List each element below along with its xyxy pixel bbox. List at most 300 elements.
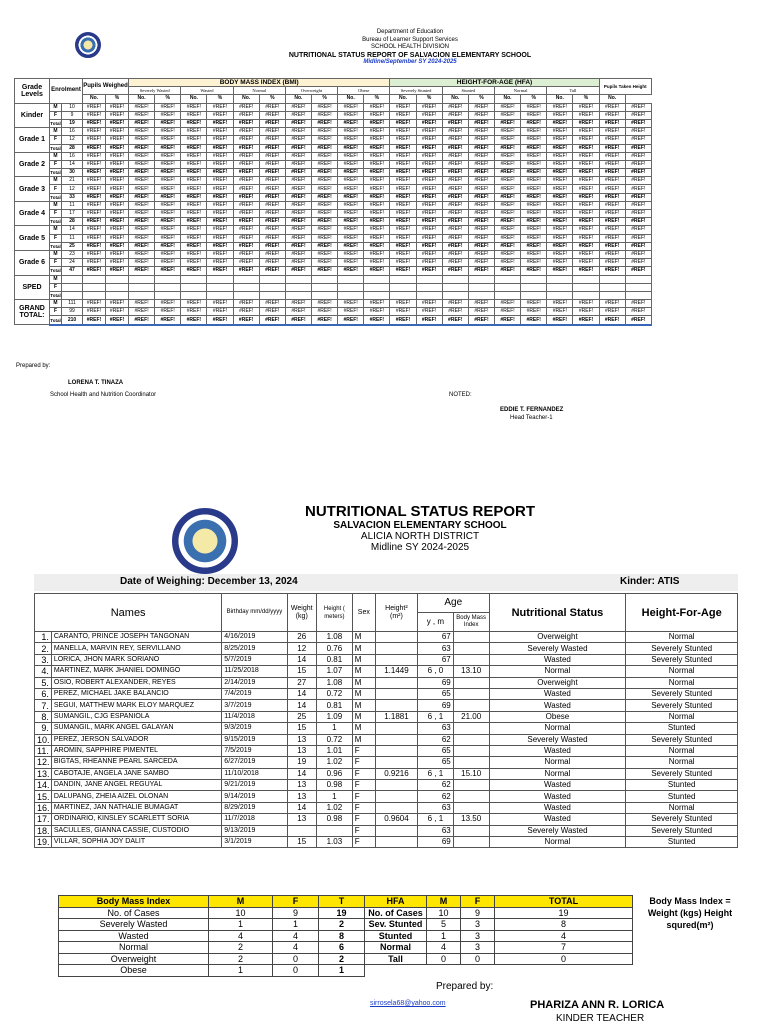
ref-error-cell: #REF! — [494, 242, 520, 250]
ref-error-cell: #REF! — [259, 218, 285, 226]
cell-age: 62 — [417, 780, 453, 791]
ref-error-cell: #REF! — [259, 259, 285, 267]
cell-bday: 9/14/2019 — [222, 791, 287, 802]
ref-error-cell: #REF! — [390, 177, 416, 185]
ref-error-cell — [106, 283, 129, 291]
ref-error-cell: #REF! — [390, 128, 416, 136]
ref-error-cell: #REF! — [285, 136, 311, 144]
bmi-summary-cell: Wasted — [59, 930, 209, 942]
ref-error-cell: #REF! — [233, 242, 259, 250]
ref-error-cell: #REF! — [625, 193, 651, 201]
cell-ht — [316, 825, 352, 836]
cell-bday: 11/4/2018 — [222, 711, 287, 722]
bmi-summary-cell: 6 — [319, 942, 365, 954]
table-row — [35, 768, 738, 779]
ref-error-cell — [599, 275, 625, 283]
bmi-summary-cell: Normal — [59, 942, 209, 954]
ref-error-cell: #REF! — [442, 218, 468, 226]
ref-error-cell: #REF! — [312, 242, 338, 250]
enrolment-value: 16 — [62, 128, 83, 136]
report2-school: SALVACION ELEMENTARY SCHOOL — [333, 520, 507, 531]
hfa-summary-cell: TOTAL — [495, 896, 633, 908]
cell-h2 — [375, 654, 417, 665]
ref-error-cell: #REF! — [416, 128, 442, 136]
ref-error-cell: #REF! — [285, 250, 311, 258]
cell-hfa: Stunted — [626, 791, 738, 802]
ref-error-cell: #REF! — [285, 119, 311, 127]
ref-error-cell: #REF! — [259, 308, 285, 316]
cell-h2: 1.1881 — [375, 711, 417, 722]
hfa-summary-cell: 1 — [427, 930, 461, 942]
bmi-summary-cell: 1 — [209, 919, 273, 931]
cell-status: Overweight — [489, 677, 626, 688]
ref-error-cell: #REF! — [494, 119, 520, 127]
cell-bday: 3/1/2019 — [222, 837, 287, 848]
ref-error-cell: #REF! — [338, 193, 364, 201]
hfa-summary-cell: F — [461, 896, 495, 908]
ref-error-cell: #REF! — [83, 308, 106, 316]
ref-error-cell: #REF! — [521, 193, 547, 201]
ref-error-cell — [106, 275, 129, 283]
ref-error-cell: #REF! — [181, 226, 207, 234]
ref-error-cell — [83, 275, 106, 283]
cell-h2 — [375, 780, 417, 791]
ref-error-cell: #REF! — [129, 103, 155, 111]
ref-error-cell: #REF! — [625, 250, 651, 258]
ref-error-cell: #REF! — [625, 210, 651, 218]
ref-error-cell: #REF! — [129, 169, 155, 177]
cell-age: 6 , 1 — [417, 768, 453, 779]
ref-error-cell: #REF! — [625, 111, 651, 119]
ref-error-cell: #REF! — [207, 308, 233, 316]
dept-line: Department of Education — [376, 29, 444, 35]
cell-ht: 0.72 — [316, 734, 352, 745]
cell-status: Wasted — [489, 700, 626, 711]
cell-sex: M — [352, 632, 375, 643]
cell-age: 63 — [417, 643, 453, 654]
ref-error-cell — [181, 283, 207, 291]
table-row — [35, 734, 738, 745]
ref-error-cell: #REF! — [416, 111, 442, 119]
cell-n: 17. — [35, 814, 52, 825]
ref-error-cell: #REF! — [390, 185, 416, 193]
cell-hfa: Stunted — [626, 837, 738, 848]
hfa-summary-cell: M — [427, 896, 461, 908]
ref-error-cell: #REF! — [364, 300, 390, 308]
ref-error-cell: #REF! — [468, 316, 494, 325]
cell-bmi: 21.00 — [453, 711, 489, 722]
ref-error-cell — [573, 291, 599, 299]
ref-error-cell: #REF! — [155, 152, 181, 160]
ref-error-cell: #REF! — [106, 185, 129, 193]
table-row — [35, 814, 738, 825]
ref-error-cell: #REF! — [521, 111, 547, 119]
cell-wt: 13 — [287, 745, 316, 756]
ref-error-cell: #REF! — [625, 259, 651, 267]
summary-row — [59, 896, 633, 908]
ref-error-cell: #REF! — [390, 169, 416, 177]
ref-error-cell — [285, 283, 311, 291]
ref-error-cell: #REF! — [494, 201, 520, 209]
cell-sex: F — [352, 837, 375, 848]
bmi-summary-cell: 4 — [209, 930, 273, 942]
ref-error-cell: #REF! — [83, 316, 106, 325]
cell-age: 69 — [417, 700, 453, 711]
ref-error-cell — [155, 291, 181, 299]
ref-error-cell: #REF! — [442, 201, 468, 209]
grade-label: Grade 4 — [15, 201, 50, 226]
ref-error-cell: #REF! — [106, 201, 129, 209]
sex-label: F — [50, 283, 62, 291]
hfa-sub-header: Tall — [547, 87, 599, 95]
ref-error-cell — [547, 275, 573, 283]
ref-error-cell: #REF! — [233, 234, 259, 242]
ref-error-cell: #REF! — [106, 308, 129, 316]
ref-error-cell — [338, 291, 364, 299]
cell-n: 6. — [35, 688, 52, 699]
ref-error-cell: #REF! — [285, 308, 311, 316]
cell-age: 65 — [417, 745, 453, 756]
no-header: No. — [83, 95, 106, 103]
ref-error-cell: #REF! — [416, 316, 442, 325]
enrolment-value: 9 — [62, 111, 83, 119]
ref-error-cell: #REF! — [312, 193, 338, 201]
cell-ht: 1 — [316, 791, 352, 802]
grade-row — [15, 300, 652, 308]
ref-error-cell: #REF! — [573, 185, 599, 193]
ref-error-cell: #REF! — [625, 103, 651, 111]
noted-label: NOTED: — [449, 392, 472, 398]
ref-error-cell: #REF! — [181, 103, 207, 111]
ref-error-cell: #REF! — [338, 226, 364, 234]
ref-error-cell: #REF! — [364, 242, 390, 250]
enrolment-value: 210 — [62, 316, 83, 325]
ref-error-cell: #REF! — [129, 144, 155, 152]
ref-error-cell: #REF! — [312, 300, 338, 308]
ref-error-cell: #REF! — [181, 119, 207, 127]
ref-error-cell: #REF! — [259, 152, 285, 160]
hfa-summary-cell: 9 — [461, 907, 495, 919]
ref-error-cell: #REF! — [442, 144, 468, 152]
ref-error-cell: #REF! — [338, 128, 364, 136]
report2-header — [220, 503, 620, 553]
sex-label: Total — [50, 145, 61, 151]
cell-bmi: 15.10 — [453, 768, 489, 779]
ref-error-cell: #REF! — [233, 250, 259, 258]
ref-error-cell: #REF! — [233, 169, 259, 177]
cell-hfa: Normal — [626, 677, 738, 688]
cell-age: 62 — [417, 791, 453, 802]
enrolment-value: 47 — [62, 267, 83, 275]
ref-error-cell: #REF! — [155, 160, 181, 168]
bmi-summary-cell: 8 — [319, 930, 365, 942]
ref-error-cell: #REF! — [521, 267, 547, 275]
ref-error-cell: #REF! — [312, 169, 338, 177]
ref-error-cell: #REF! — [364, 169, 390, 177]
hfa-summary-cell: 10 — [427, 907, 461, 919]
cell-ht: 1.08 — [316, 632, 352, 643]
col-bmi: Body Mass Index — [453, 613, 489, 632]
ref-error-cell: #REF! — [625, 242, 651, 250]
ref-error-cell: #REF! — [442, 119, 468, 127]
bmi-summary-cell: 2 — [209, 953, 273, 965]
ref-error-cell: #REF! — [181, 169, 207, 177]
ref-error-cell — [390, 283, 416, 291]
no-header: No. — [181, 95, 207, 103]
ref-error-cell: #REF! — [129, 185, 155, 193]
table-row — [35, 654, 738, 665]
no-header: No. — [390, 95, 416, 103]
email-link[interactable]: sirrosela68@yahoo.com — [370, 1000, 446, 1007]
cell-h2: 1.1449 — [375, 666, 417, 677]
ref-error-cell: #REF! — [442, 234, 468, 242]
summary-row — [59, 919, 633, 931]
ref-error-cell: #REF! — [181, 267, 207, 275]
cell-h2 — [375, 734, 417, 745]
hfa-summary-cell: 0 — [427, 953, 461, 965]
ref-error-cell: #REF! — [521, 259, 547, 267]
ref-error-cell: #REF! — [207, 300, 233, 308]
hfa-summary-cell: 19 — [495, 907, 633, 919]
cell-status: Normal — [489, 837, 626, 848]
bmi-hfa-summary-table — [14, 78, 652, 326]
bmi-summary-cell: 1 — [319, 965, 365, 977]
ref-error-cell: #REF! — [494, 218, 520, 226]
ref-error-cell: #REF! — [233, 259, 259, 267]
col-nutritional-status: Nutritional Status — [489, 594, 626, 632]
ref-error-cell: #REF! — [312, 210, 338, 218]
table-row — [35, 677, 738, 688]
ref-error-cell: #REF! — [625, 218, 651, 226]
ref-error-cell: #REF! — [259, 128, 285, 136]
table-row — [35, 632, 738, 643]
deped-seal-logo — [75, 32, 101, 58]
ref-error-cell: #REF! — [155, 128, 181, 136]
ref-error-cell: #REF! — [494, 259, 520, 267]
cell-ht: 1.03 — [316, 837, 352, 848]
cell-age: 6 , 1 — [417, 711, 453, 722]
bmi-summary-cell: 2 — [209, 942, 273, 954]
ref-error-cell: #REF! — [599, 242, 625, 250]
bmi-summary-cell: 2 — [319, 919, 365, 931]
ref-error-cell: #REF! — [129, 210, 155, 218]
no-header: No. — [233, 95, 259, 103]
ref-error-cell — [625, 283, 651, 291]
cell-bday: 9/21/2019 — [222, 780, 287, 791]
cell-h2 — [375, 745, 417, 756]
cell-sex: F — [352, 780, 375, 791]
cell-h2 — [375, 632, 417, 643]
ref-error-cell: #REF! — [233, 193, 259, 201]
ref-error-cell: #REF! — [155, 250, 181, 258]
ref-error-cell: #REF! — [521, 119, 547, 127]
ref-error-cell: #REF! — [129, 160, 155, 168]
cell-hfa: Severely Stunted — [626, 700, 738, 711]
hfa-summary-cell: 3 — [461, 930, 495, 942]
cell-wt: 27 — [287, 677, 316, 688]
ref-error-cell: #REF! — [207, 201, 233, 209]
ref-error-cell: #REF! — [129, 201, 155, 209]
grade-label: Grade 3 — [15, 177, 50, 202]
cell-sex: F — [352, 814, 375, 825]
ref-error-cell: #REF! — [468, 300, 494, 308]
ref-error-cell: #REF! — [468, 160, 494, 168]
ref-error-cell: #REF! — [106, 210, 129, 218]
ref-error-cell: #REF! — [521, 234, 547, 242]
ref-error-cell: #REF! — [442, 103, 468, 111]
ref-error-cell: #REF! — [233, 300, 259, 308]
ref-error-cell: #REF! — [364, 316, 390, 325]
ref-error-cell: #REF! — [390, 144, 416, 152]
ref-error-cell: #REF! — [416, 267, 442, 275]
cell-bmi — [453, 780, 489, 791]
cell-name: BIGTAS, RHEANNE PEARL SARCEDA — [51, 757, 221, 768]
ref-error-cell: #REF! — [312, 177, 338, 185]
cell-status: Wasted — [489, 688, 626, 699]
cell-bmi — [453, 688, 489, 699]
ref-error-cell: #REF! — [312, 259, 338, 267]
ref-error-cell: #REF! — [83, 152, 106, 160]
col-bmi: BODY MASS INDEX (BMI) — [129, 79, 390, 87]
ref-error-cell: #REF! — [521, 210, 547, 218]
cell-hfa: Normal — [626, 632, 738, 643]
ref-error-cell: #REF! — [599, 300, 625, 308]
ref-error-cell: #REF! — [416, 152, 442, 160]
ref-error-cell: #REF! — [155, 119, 181, 127]
ref-error-cell: #REF! — [181, 250, 207, 258]
cell-ht: 1.07 — [316, 666, 352, 677]
ref-error-cell: #REF! — [129, 259, 155, 267]
cell-hfa: Severely Stunted — [626, 814, 738, 825]
enrolment-value: 99 — [62, 308, 83, 316]
ref-error-cell: #REF! — [573, 267, 599, 275]
ref-error-cell: #REF! — [259, 201, 285, 209]
report1-title: NUTRITIONAL STATUS REPORT OF SALVACION ELEMENTARY SCHOOL — [288, 51, 532, 59]
ref-error-cell: #REF! — [207, 234, 233, 242]
ref-error-cell: #REF! — [312, 160, 338, 168]
ref-error-cell: #REF! — [106, 267, 129, 275]
bmi-summary-cell: 2 — [319, 953, 365, 965]
hfa-summary-cell: 4 — [427, 942, 461, 954]
ref-error-cell: #REF! — [106, 111, 129, 119]
ref-error-cell: #REF! — [547, 160, 573, 168]
cell-sex: F — [352, 825, 375, 836]
cell-name: MARTINEZ, MARK JHANIEL DOMINGO — [51, 666, 221, 677]
ref-error-cell: #REF! — [233, 316, 259, 325]
ref-error-cell: #REF! — [155, 226, 181, 234]
sex-label: F — [50, 308, 62, 316]
enrolment-value: 24 — [62, 259, 83, 267]
ref-error-cell — [364, 275, 390, 283]
ref-error-cell: #REF! — [285, 193, 311, 201]
ref-error-cell: #REF! — [233, 103, 259, 111]
ref-error-cell: #REF! — [155, 103, 181, 111]
ref-error-cell: #REF! — [416, 201, 442, 209]
enrolment-value: 11 — [62, 234, 83, 242]
ref-error-cell: #REF! — [259, 103, 285, 111]
cell-name: SACULLES, GIANNA CASSIE, CUSTODIO — [51, 825, 221, 836]
cell-name: DALUPANG, ZHEIA AIZEL OLONAN — [51, 791, 221, 802]
grade-row — [15, 210, 652, 218]
cell-bday: 9/3/2019 — [222, 723, 287, 734]
prepared-by-label: Prepared by: — [16, 363, 51, 369]
cell-sex: M — [352, 654, 375, 665]
cell-status: Wasted — [489, 745, 626, 756]
cell-bday: 11/25/2018 — [222, 666, 287, 677]
enrolment-value: 17 — [62, 210, 83, 218]
ref-error-cell: #REF! — [338, 210, 364, 218]
ref-error-cell: #REF! — [442, 210, 468, 218]
cell-ht: 0.96 — [316, 768, 352, 779]
ref-error-cell: #REF! — [207, 242, 233, 250]
ref-error-cell: #REF! — [338, 152, 364, 160]
grade-row — [15, 152, 652, 160]
cell-status: Normal — [489, 666, 626, 677]
ref-error-cell: #REF! — [390, 218, 416, 226]
ref-error-cell: #REF! — [259, 316, 285, 325]
grade-row — [15, 267, 652, 275]
ref-error-cell: #REF! — [155, 177, 181, 185]
ref-error-cell: #REF! — [390, 193, 416, 201]
cell-wt: 12 — [287, 643, 316, 654]
col-weight: Weight (kg) — [287, 594, 316, 632]
cell-age: 69 — [417, 677, 453, 688]
enrolment-value: 14 — [62, 160, 83, 168]
ref-error-cell: #REF! — [468, 259, 494, 267]
no-header: No. — [338, 95, 364, 103]
ref-error-cell: #REF! — [547, 308, 573, 316]
ref-error-cell: #REF! — [338, 218, 364, 226]
ref-error-cell: #REF! — [599, 152, 625, 160]
ref-error-cell: #REF! — [233, 152, 259, 160]
ref-error-cell: #REF! — [468, 119, 494, 127]
hfa-sub-header: Stunted — [442, 87, 494, 95]
ref-error-cell: #REF! — [106, 259, 129, 267]
ref-error-cell — [233, 283, 259, 291]
bmi-summary-cell: 4 — [273, 942, 319, 954]
ref-error-cell: #REF! — [625, 169, 651, 177]
col-pupils-weighed: Pupils Weighed — [83, 79, 129, 95]
sex-label: M — [50, 103, 62, 111]
ref-error-cell: #REF! — [181, 136, 207, 144]
sex-label: M — [50, 177, 62, 185]
ref-error-cell: #REF! — [155, 185, 181, 193]
ref-error-cell: #REF! — [83, 259, 106, 267]
cell-ht: 1.02 — [316, 802, 352, 813]
ref-error-cell: #REF! — [521, 242, 547, 250]
sex-label: M — [50, 226, 62, 234]
ref-error-cell: #REF! — [233, 144, 259, 152]
ref-error-cell: #REF! — [364, 119, 390, 127]
ref-error-cell — [573, 283, 599, 291]
ref-error-cell — [416, 291, 442, 299]
pct-header: % — [521, 95, 547, 103]
ref-error-cell: #REF! — [547, 242, 573, 250]
ref-error-cell: #REF! — [233, 128, 259, 136]
ref-error-cell: #REF! — [181, 111, 207, 119]
ref-error-cell: #REF! — [233, 210, 259, 218]
ref-error-cell: #REF! — [285, 185, 311, 193]
ref-error-cell: #REF! — [442, 136, 468, 144]
hfa-summary-cell: No. of Cases — [365, 907, 427, 919]
ref-error-cell — [442, 283, 468, 291]
ref-error-cell — [573, 275, 599, 283]
cell-ht: 0.81 — [316, 654, 352, 665]
cell-n: 19. — [35, 837, 52, 848]
cell-bmi — [453, 723, 489, 734]
cell-bmi — [453, 757, 489, 768]
grade-row — [15, 128, 652, 136]
